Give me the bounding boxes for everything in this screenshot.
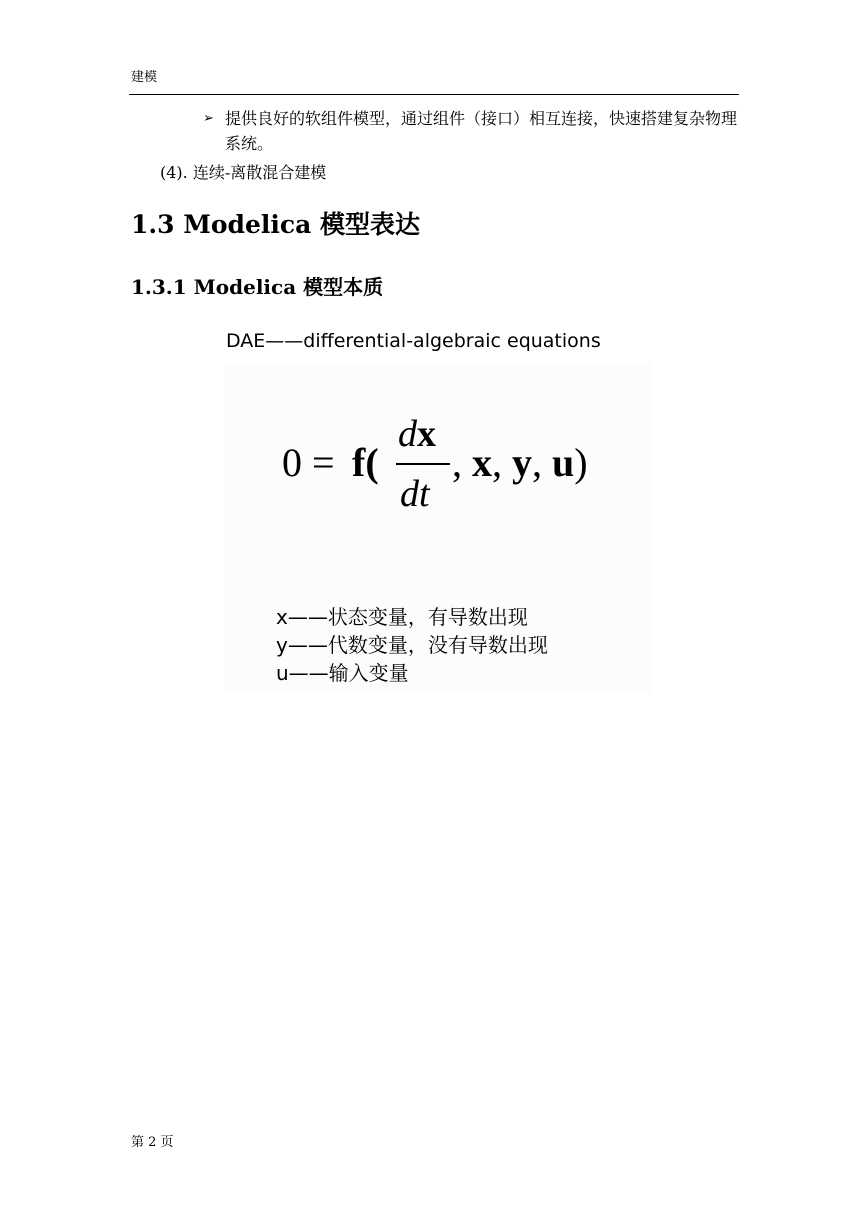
equation-func-name: f	[352, 440, 366, 485]
definition-y: y——代数变量，没有导数出现	[276, 633, 548, 657]
fraction-bar	[396, 463, 450, 465]
args-sep-3: ,	[532, 440, 552, 485]
definition-x: x——状态变量，有导数出现	[276, 605, 528, 629]
equation-arguments	[452, 440, 588, 485]
equation-lhs: 0 =	[282, 440, 335, 485]
arrow-bullet-icon: ➢	[203, 111, 214, 126]
bullet-item	[203, 106, 743, 156]
numerator-d: d	[398, 413, 417, 455]
fraction-numerator	[398, 415, 436, 453]
numerator-x: x	[417, 413, 436, 455]
header-rule	[129, 94, 739, 95]
equation-open-paren: (	[365, 440, 379, 485]
list-item-4: (4). 连续-离散混合建模	[160, 163, 327, 182]
arg-y: y	[512, 440, 532, 485]
definition-u: u——输入变量	[276, 661, 409, 685]
dae-figure	[222, 325, 652, 695]
subsection-heading: 1.3.1 Modelica 模型本质	[131, 275, 384, 299]
arg-u: u	[552, 440, 575, 485]
args-sep-2: ,	[492, 440, 512, 485]
section-heading: 1.3 Modelica 模型表达	[131, 210, 421, 239]
running-header: 建模	[131, 70, 158, 85]
page-number: 第 2 页	[131, 1135, 174, 1150]
args-sep-1: ,	[452, 440, 472, 485]
arg-x: x	[472, 440, 492, 485]
equation-function	[352, 440, 379, 485]
equation-close-paren: )	[574, 440, 588, 485]
fraction-denominator: dt	[400, 473, 430, 515]
bullet-text: 提供良好的软组件模型，通过组件（接口）相互连接，快速搭建复杂物理系统。	[225, 109, 738, 153]
figure-title: DAE——differential-algebraic equations	[226, 330, 601, 352]
